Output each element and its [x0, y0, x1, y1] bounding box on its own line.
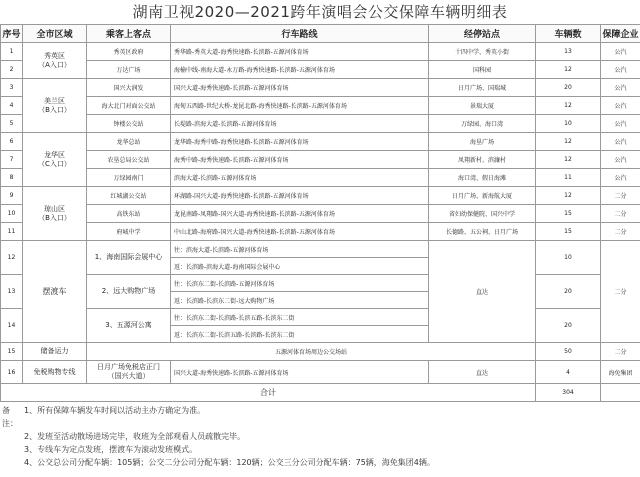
row-pickup: 红城湖公交站 — [87, 187, 171, 205]
row-seq: 14 — [1, 309, 23, 343]
row-count: 12 — [536, 133, 601, 151]
row-via: 国科园 — [429, 61, 536, 79]
row-count: 12 — [536, 97, 601, 115]
row-company: 二分 — [601, 343, 640, 361]
ferry-route-back: 返：长滨路-长滨东二街-远大购物广场 — [171, 292, 429, 309]
header-company: 保障企业 — [601, 25, 640, 43]
row-company: 公汽 — [601, 133, 640, 151]
ferry-via: 直达 — [429, 241, 536, 343]
row-company: 公汽 — [601, 115, 640, 133]
row-via: 日月广场、新海航大厦 — [429, 187, 536, 205]
row-seq: 7 — [1, 151, 23, 169]
ferry-row — [1, 309, 640, 326]
row-via: 省妇幼保健院、国兴中学 — [429, 205, 536, 223]
area-meilan: 美兰区 （B入口） — [23, 79, 87, 133]
total-label: 合计 — [1, 384, 536, 402]
row-seq: 10 — [1, 205, 23, 223]
header-seq: 序号 — [1, 25, 23, 43]
row-seq: 6 — [1, 133, 23, 151]
table-row — [1, 169, 640, 187]
row-seq: 3 — [1, 79, 23, 97]
row-seq: 8 — [1, 169, 23, 187]
row-count: 20 — [536, 275, 601, 309]
row-count: 15 — [536, 205, 601, 223]
header-area: 全市区域 — [23, 25, 87, 43]
row-route: 环湖路-国兴大道-海秀快速路-长滨路-五源河体育场 — [171, 187, 429, 205]
bus-schedule-table — [0, 24, 640, 402]
page-title: 湖南卫视2020—2021跨年演唱会公交保障车辆明细表 — [132, 3, 508, 21]
row-seq: 1 — [1, 43, 23, 61]
row-pickup: 府城中学 — [87, 223, 171, 241]
table-row — [1, 61, 640, 79]
row-via: 十四中学、秀英小街 — [429, 43, 536, 61]
table-row — [1, 187, 640, 205]
ferry-point-name: 1、海南国际会展中心 — [87, 241, 171, 275]
total-row — [1, 384, 640, 402]
area-xiuying: 秀英区 （A入口） — [23, 43, 87, 79]
row-route: 中山北路-海府路-国兴大道-海秀快速路-长滨路-五源河体育场 — [171, 223, 429, 241]
note-row — [2, 430, 638, 443]
dutyfree-pickup: 日月广场免税店正门 （国兴大道） — [87, 361, 171, 384]
row-seq: 15 — [1, 343, 23, 361]
ferry-point-name: 2、远大购物广场 — [87, 275, 171, 309]
notes-prefix: 备注： — [2, 406, 18, 428]
row-via: 海垦广场 — [429, 133, 536, 151]
row-via: 景瑞大厦 — [429, 97, 536, 115]
ferry-route-back: 返：长滨东二街-长滨五路-长滨路-长滨东二街 — [171, 326, 429, 343]
row-seq: 5 — [1, 115, 23, 133]
row-via: 万绿园、海口湾 — [429, 115, 536, 133]
row-seq: 4 — [1, 97, 23, 115]
row-seq: 16 — [1, 361, 23, 384]
row-seq: 12 — [1, 241, 23, 275]
row-company: 二分 — [601, 205, 640, 223]
notes — [0, 402, 640, 469]
table-row — [1, 79, 640, 97]
row-via: 凤翔新村、滨濂村 — [429, 151, 536, 169]
ferry-route-back: 返：长滨路-滨海大道-海南国际会展中心 — [171, 258, 429, 275]
header-pickup: 乘客上客点 — [87, 25, 171, 43]
row-seq: 13 — [1, 275, 23, 309]
row-count: 20 — [536, 309, 601, 343]
row-company: 公汽 — [601, 61, 640, 79]
row-seq: 2 — [1, 61, 23, 79]
ferry-route-out: 往：滨海大道-长滨路-五源河体育场 — [171, 241, 429, 258]
header-row — [1, 25, 640, 43]
backup-route: 五源河体育场周边公交场站 — [87, 343, 536, 361]
row-route: 龙华路-海秀中路-海秀快速路-长滨路-五源河体育场 — [171, 133, 429, 151]
row-count: 15 — [536, 223, 601, 241]
dutyfree-area: 免税购物专线 — [23, 361, 87, 384]
row-seq: 9 — [1, 187, 23, 205]
dutyfree-via: 直达 — [429, 361, 536, 384]
note-item: 2、发班至活动散场进场完毕，收班为全部观看人员疏散完毕。 — [24, 432, 246, 441]
table-row — [1, 151, 640, 169]
area-ferry: 摆渡车 — [23, 241, 87, 343]
row-count: 50 — [536, 343, 601, 361]
table-row — [1, 115, 640, 133]
row-company: 海免集团 — [601, 361, 640, 384]
row-pickup: 农垦总局公交站 — [87, 151, 171, 169]
dutyfree-row — [1, 361, 640, 384]
row-via: 海口湾、假日海滩 — [429, 169, 536, 187]
ferry-company: 二分 — [601, 241, 640, 343]
row-pickup: 国兴大润发 — [87, 79, 171, 97]
row-pickup: 龙华总站 — [87, 133, 171, 151]
note-item: 1、所有保障车辆发车时间以活动主办方确定为准。 — [24, 406, 206, 415]
row-count: 12 — [536, 187, 601, 205]
row-count: 11 — [536, 169, 601, 187]
row-pickup: 海大北门对面公交站 — [87, 97, 171, 115]
row-count: 13 — [536, 43, 601, 61]
row-via: 日月广场、国瑞城 — [429, 79, 536, 97]
header-route: 行车路线 — [171, 25, 429, 43]
row-route: 长堤路-滨海大道-长滨路-五源河体育场 — [171, 115, 429, 133]
row-pickup: 秀英区政府 — [87, 43, 171, 61]
area-longhua: 龙华区 （C入口） — [23, 133, 87, 187]
total-count: 304 — [536, 384, 601, 402]
row-route: 国兴大道-海秀快速路-长滨路-五源河体育场 — [171, 79, 429, 97]
ferry-row — [1, 241, 640, 258]
row-route: 海榆中线-南海大道-永万路-海秀快速路-长滨路-五源河体育场 — [171, 61, 429, 79]
row-company: 公汽 — [601, 43, 640, 61]
row-route: 海秀中路-海秀快速路-长滨路-五源河体育场 — [171, 151, 429, 169]
row-route: 秀华路-秀英大道-海秀快速路-长滨路-五源河体育场 — [171, 43, 429, 61]
note-row — [2, 443, 638, 456]
total-company-empty — [601, 384, 640, 402]
row-route: 滨海大道-长滨路-五源河体育场 — [171, 169, 429, 187]
ferry-route-out: 往：长滨东二街-长滨路-五源河体育场 — [171, 275, 429, 292]
table-row — [1, 205, 640, 223]
row-count: 20 — [536, 79, 601, 97]
dutyfree-route: 国兴大道-海秀快速路-长滨路-五源河体育场 — [171, 361, 429, 384]
row-count: 10 — [536, 241, 601, 275]
note-row — [2, 456, 638, 469]
row-count: 12 — [536, 61, 601, 79]
header-count: 车辆数 — [536, 25, 601, 43]
table-row — [1, 43, 640, 61]
row-company: 公汽 — [601, 97, 640, 115]
row-pickup: 高铁东站 — [87, 205, 171, 223]
row-pickup: 万达广场 — [87, 61, 171, 79]
note-item: 3、专线车为定点发班，摆渡车为滚动发班模式。 — [24, 445, 198, 454]
row-count: 10 — [536, 115, 601, 133]
ferry-route-out: 往：长滨东二街-长滨路-长滨五路-长滨东二街 — [171, 309, 429, 326]
table-row — [1, 97, 640, 115]
row-company: 公汽 — [601, 151, 640, 169]
backup-row — [1, 343, 640, 361]
row-company: 二分 — [601, 223, 640, 241]
table-row — [1, 133, 640, 151]
area-qiongshan: 琼山区 （B入口） — [23, 187, 87, 241]
row-route: 海甸五西路-世纪大桥-龙昆北路-海秀快速路-长滨路-五源河体育场 — [171, 97, 429, 115]
row-company: 二分 — [601, 187, 640, 205]
row-count: 4 — [536, 361, 601, 384]
ferry-row — [1, 275, 640, 292]
header-via: 经停站点 — [429, 25, 536, 43]
note-item: 4、公交总公司分配车辆：105辆；公交二分公司分配车辆：120辆；公交三分公司分配车辆：75辆，海免集团4辆。 — [24, 458, 435, 467]
row-via: 长德路、五公祠、日月广场 — [429, 223, 536, 241]
ferry-point-name: 3、五源河公寓 — [87, 309, 171, 343]
table-row — [1, 223, 640, 241]
row-count: 12 — [536, 151, 601, 169]
note-row — [2, 404, 638, 430]
row-pickup: 万绿园南门 — [87, 169, 171, 187]
backup-area: 储备运力 — [23, 343, 87, 361]
row-company: 公汽 — [601, 79, 640, 97]
row-seq: 11 — [1, 223, 23, 241]
row-company: 公汽 — [601, 169, 640, 187]
row-route: 龙昆南路-凤翔路-国兴大道-海秀快速路-长滨路-五源河体育场 — [171, 205, 429, 223]
row-pickup: 钟楼公交站 — [87, 115, 171, 133]
